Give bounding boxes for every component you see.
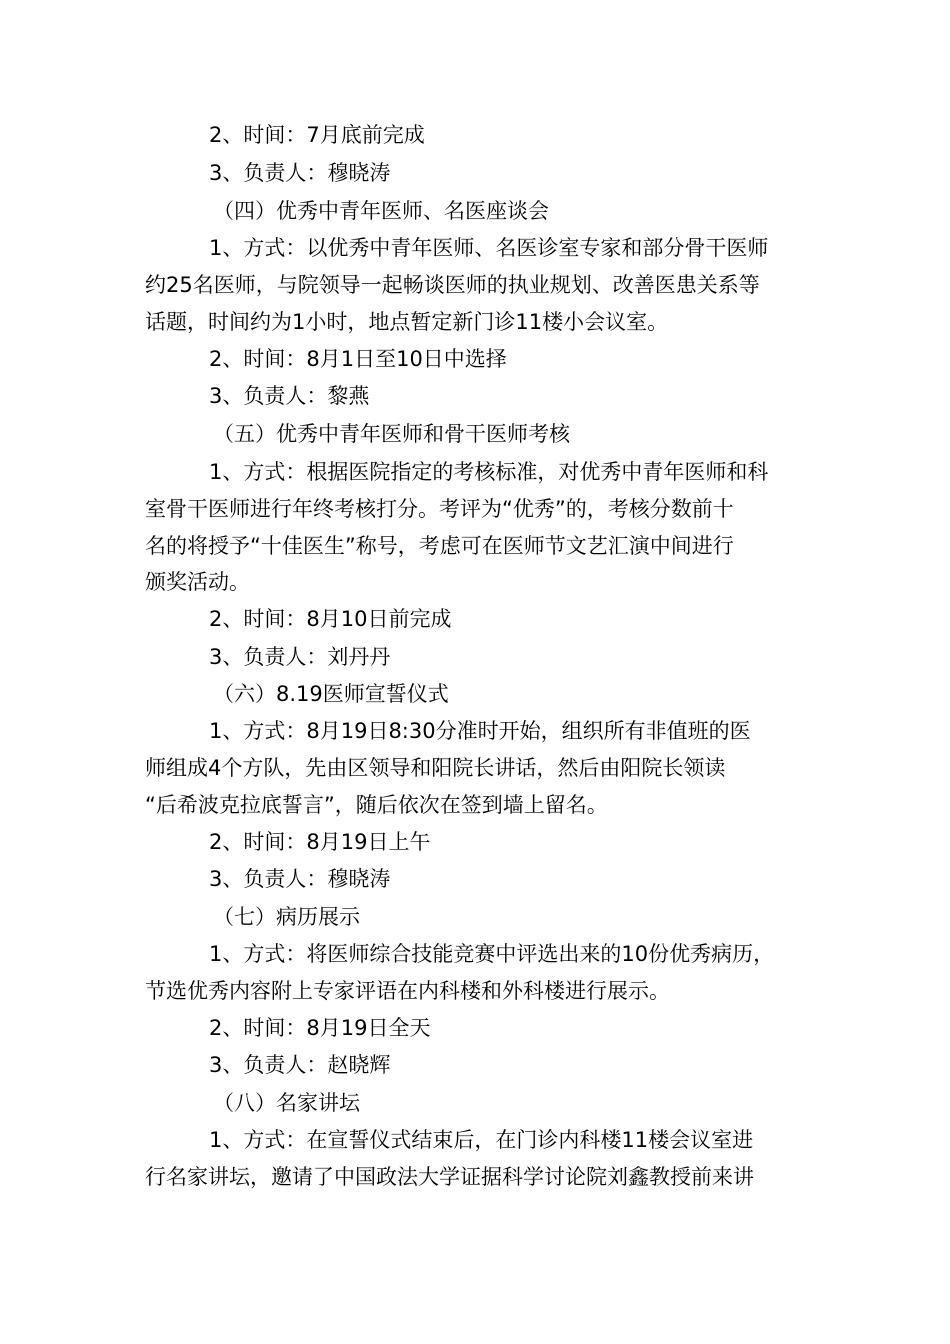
text-line: 行名家讲坛，邀请了中国政法大学证据科学讨论院刘鑫教授前来讲 (145, 1165, 754, 1189)
text-line: 3、负责人：黎燕 (209, 384, 370, 408)
text-line: 1、方式：将医师综合技能竞赛中评选出来的10份优秀病历， (209, 942, 775, 966)
text-line: “后希波克拉底誓言”，随后依次在签到墙上留名。 (145, 793, 608, 817)
text-line: 名的将授予“十佳医生”称号，考虑可在医师节文艺汇演中间进行 (145, 534, 734, 558)
text-line: 室骨干医师进行年终考核打分。考评为“优秀”的，考核分数前十 (145, 497, 734, 521)
section-heading: （四）优秀中青年医师、名医座谈会 (213, 199, 549, 223)
text-line: 3、负责人：穆晓涛 (209, 867, 391, 891)
text-line: 约25名医师，与院领导一起畅谈医师的执业规划、改善医患关系等 (145, 273, 760, 297)
text-line: 1、方式：8月19日8:30分准时开始，组织所有非值班的医 (209, 719, 751, 743)
section-heading: （八）名家讲坛 (213, 1091, 360, 1115)
section-heading: （六）8.19医师宣誓仪式 (213, 682, 449, 706)
text-line: 2、时间：8月1日至10日中选择 (209, 347, 507, 371)
section-heading: （五）优秀中青年医师和骨干医师考核 (213, 422, 570, 446)
text-line: 1、方式：根据医院指定的考核标准，对优秀中青年医师和科 (209, 460, 769, 484)
text-line: 2、时间：7月底前完成 (209, 123, 425, 147)
text-line: 3、负责人：赵晓辉 (209, 1053, 391, 1077)
text-line: 师组成4个方队，先由区领导和阳院长讲话，然后由阳院长领读 (145, 756, 726, 780)
section-heading: （七）病历展示 (213, 905, 360, 929)
text-line: 2、时间：8月10日前完成 (209, 607, 452, 631)
text-line: 话题，时间约为1小时，地点暂定新门诊11楼小会议室。 (145, 310, 669, 334)
text-line: 3、负责人：刘丹丹 (209, 645, 391, 669)
text-line: 3、负责人：穆晓涛 (209, 161, 391, 185)
text-line: 颁奖活动。 (145, 570, 250, 594)
text-line: 2、时间：8月19日全天 (209, 1016, 431, 1040)
text-line: 1、方式：在宣誓仪式结束后，在门诊内科楼11楼会议室进 (209, 1128, 754, 1152)
text-line: 2、时间：8月19日上午 (209, 830, 431, 854)
text-line: 节选优秀内容附上专家评语在内科楼和外科楼进行展示。 (145, 979, 670, 1003)
text-line: 1、方式：以优秀中青年医师、名医诊室专家和部分骨干医师 (209, 236, 769, 260)
